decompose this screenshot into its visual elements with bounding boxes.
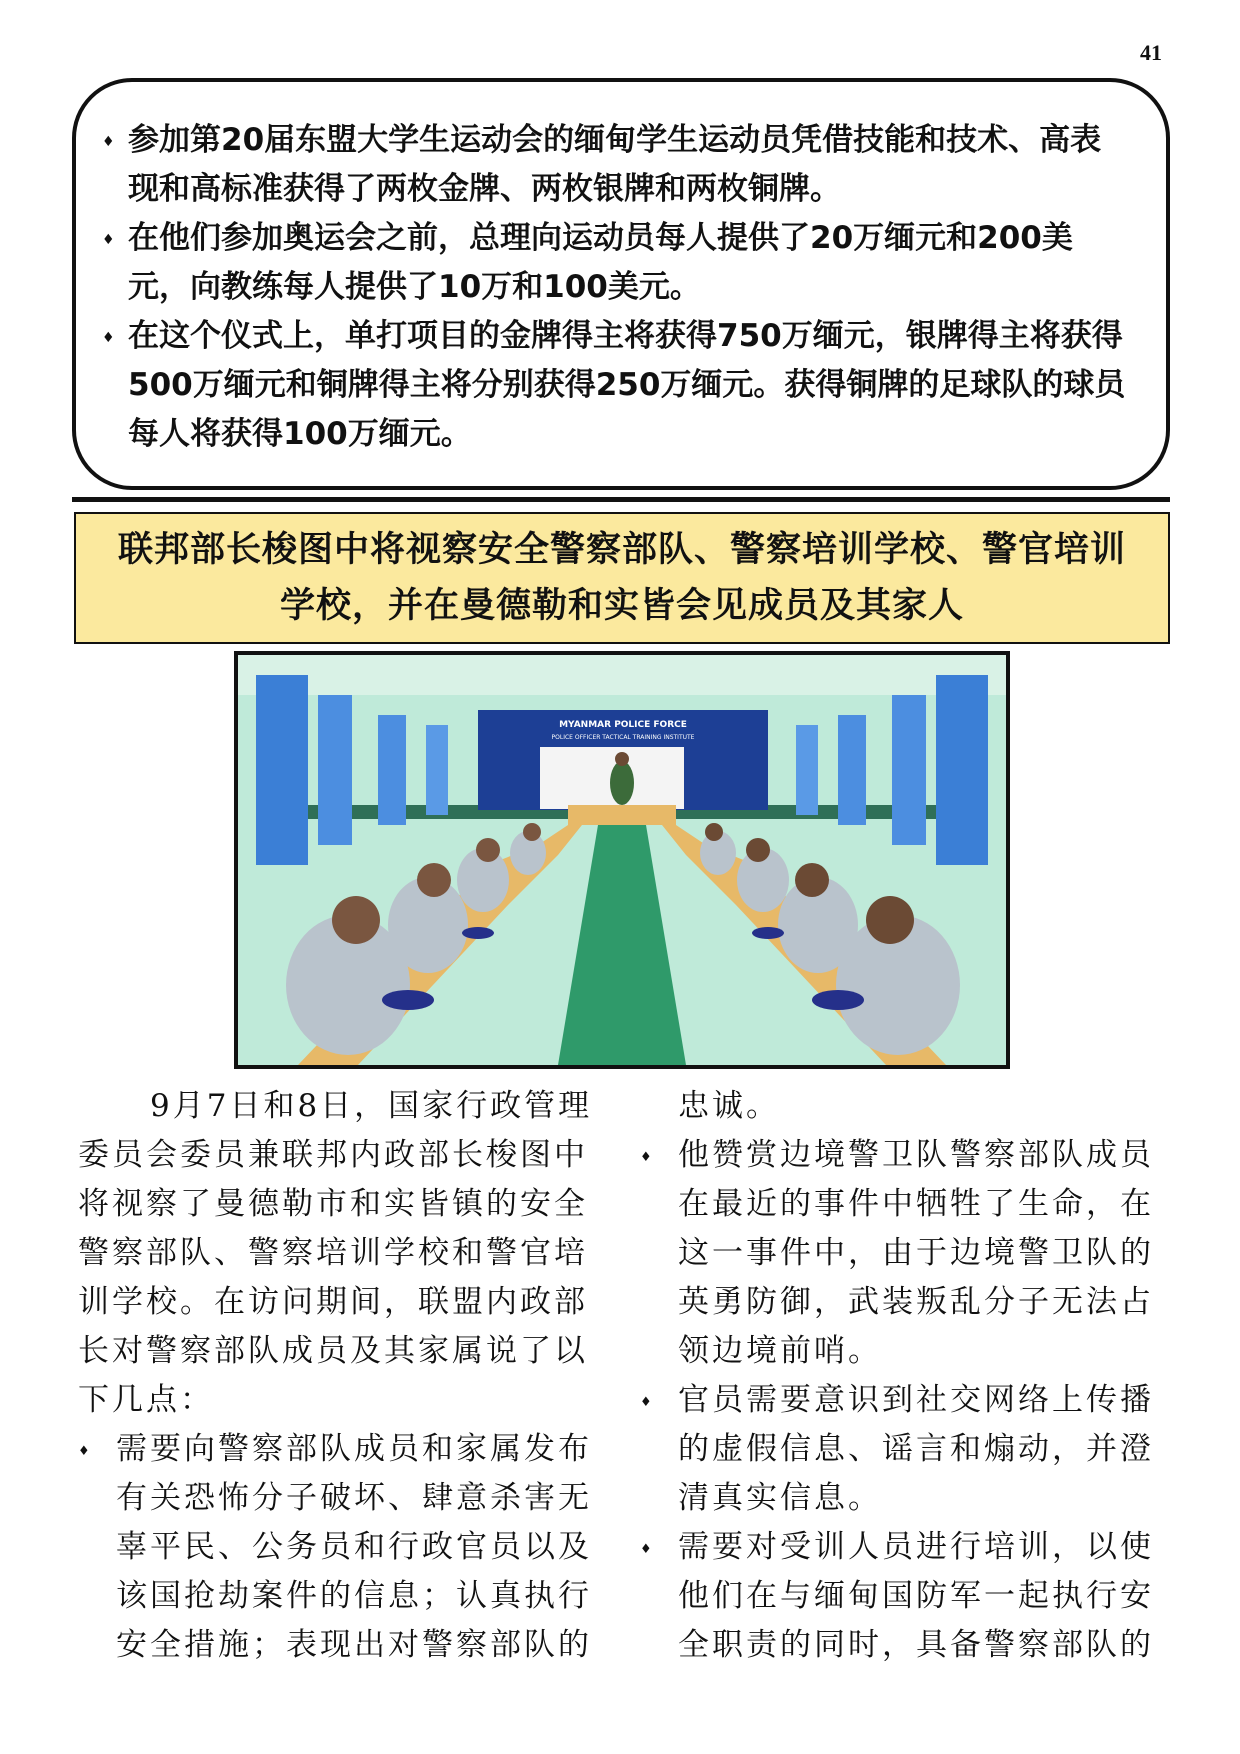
meeting-photo bbox=[234, 651, 1010, 1069]
banner-line-2: POLICE OFFICER TACTICAL TRAINING INSTITUTE bbox=[551, 734, 695, 741]
summary-bullet-text: 参加第20届东盟大学生运动会的缅甸学生运动员凭借技能和技术、高表现和高标准获得了两枚金牌、两枚银牌和两枚铜牌。 bbox=[128, 122, 1102, 207]
diamond-bullet-icon: ♦ bbox=[102, 330, 115, 346]
article-column-left bbox=[78, 1082, 614, 1670]
headline-line-2: 学校，并在曼德勒和实皆会见成员及其家人 bbox=[279, 586, 964, 626]
article-point-continuation: 忠诚。 bbox=[678, 1088, 780, 1124]
article-point bbox=[640, 1523, 1164, 1670]
article-intro: 9月7日和8日，国家行政管理委员会委员兼联邦内政部长梭图中将视察了曼德勒市和实皆镇的安全警察部队、警察培训学校和警官培训学校。在访问期间，联盟内政部长对警察部队成员及其家属说了以下几点： bbox=[78, 1088, 593, 1418]
article-point bbox=[640, 1376, 1164, 1523]
section-divider bbox=[72, 497, 1170, 502]
article-headline bbox=[118, 522, 1126, 634]
article-point-text: 需要向警察部队成员和家属发布有关恐怖分子破坏、肆意杀害无辜平民、公务员和行政官员以及该国抢劫案件的信息；认真执行安全措施；表现出对警察部队的 bbox=[116, 1431, 592, 1663]
article-column-right bbox=[640, 1082, 1164, 1670]
summary-bullet-text: 在他们参加奥运会之前，总理向运动员每人提供了20万缅元和200美元，向教练每人提供了10万和100美元。 bbox=[128, 220, 1073, 305]
page-number: 41 bbox=[1140, 40, 1162, 65]
summary-bullet bbox=[102, 116, 1132, 214]
article-headline-box bbox=[74, 512, 1170, 644]
meeting-room-illustration bbox=[238, 655, 1006, 1065]
diamond-bullet-icon: ♦ bbox=[78, 1444, 93, 1459]
diamond-bullet-icon: ♦ bbox=[640, 1150, 655, 1165]
headline-line-1: 联邦部长梭图中将视察安全警察部队、警察培训学校、警官培训 bbox=[117, 530, 1126, 570]
summary-bullet-text: 在这个仪式上，单打项目的金牌得主将获得750万缅元，银牌得主将获得500万缅元和铜牌得主将分别获得250万缅元。获得铜牌的足球队的球员每人将获得100万缅元。 bbox=[128, 318, 1126, 452]
summary-box bbox=[72, 78, 1170, 490]
article-point bbox=[640, 1131, 1164, 1376]
diamond-bullet-icon: ♦ bbox=[102, 134, 115, 150]
article-point-text: 他赞赏边境警卫队警察部队成员在最近的事件中牺牲了生命，在这一事件中，由于边境警卫队的英勇防御，武装叛乱分子无法占领边境前哨。 bbox=[678, 1137, 1154, 1369]
diamond-bullet-icon: ♦ bbox=[640, 1395, 655, 1410]
article-point-text: 需要对受训人员进行培训，以使他们在与缅甸国防军一起执行安全职责的同时，具备警察部队的 bbox=[678, 1529, 1154, 1663]
diamond-bullet-icon: ♦ bbox=[102, 232, 115, 248]
summary-bullet bbox=[102, 312, 1132, 459]
article-point-text: 官员需要意识到社交网络上传播的虚假信息、谣言和煽动，并澄清真实信息。 bbox=[678, 1382, 1154, 1516]
diamond-bullet-icon: ♦ bbox=[640, 1542, 655, 1557]
summary-bullet bbox=[102, 214, 1132, 312]
banner-line-1: MYANMAR POLICE FORCE bbox=[559, 720, 687, 730]
article-point bbox=[78, 1425, 614, 1670]
